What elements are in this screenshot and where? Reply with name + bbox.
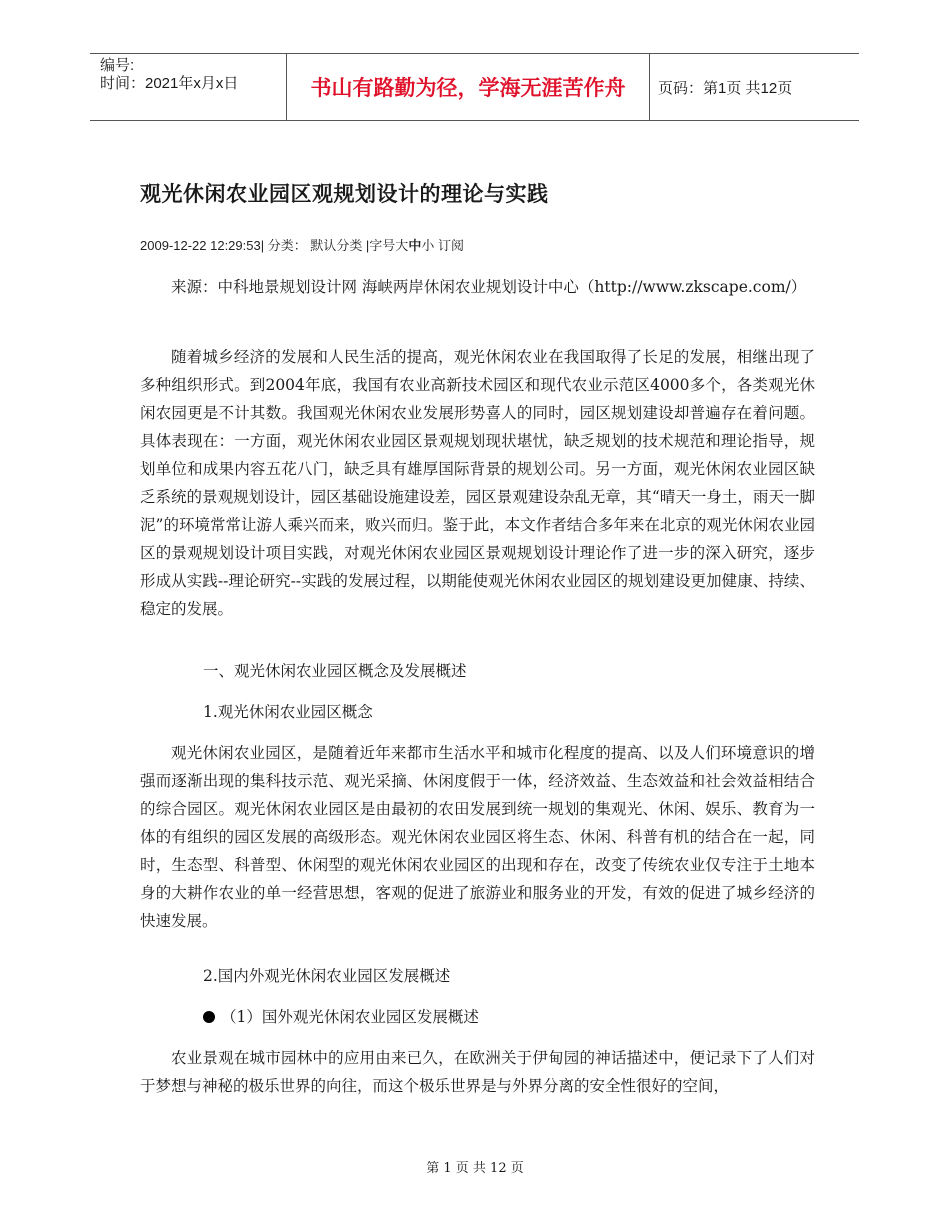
meta-prefix: 2009-12-22 12:29:53| 分类： 默认分类 |字号大 <box>140 238 409 253</box>
concept-block <box>140 739 815 935</box>
article-title: 观光休闲农业园区观规划设计的理论与实践 <box>140 182 549 206</box>
header-info <box>90 54 286 120</box>
intro-paragraph: 随着城乡经济的发展和人民生活的提高，观光休闲农业在我国取得了长足的发展，相继出现了多种组织形式。到2004年底，我国有农业高新技术园区和现代农业示范区4000多个，各类观光休闲农园更是不计其数。我国观光休闲农业发展形势喜人的同时，园区规划建设却普遍存在着问题。具体表现在：一方面，观光休闲农业园区景观规划现状堪忧，缺乏规划的技术规范和理论指导，规划单位和成果内容五花八门，缺乏具有雄厚国际背景的规划公司。另一方面，观光休闲农业园区缺乏系统的景观规划设计，园区基础设施建设差，园区景观建设杂乱无章，其“晴天一身土，雨天一脚泥”的环境常常让游人乘兴而来，败兴而归。鉴于此，本文作者结合多年来在北京的观光休闲农业园区的景观规划设计项目实践，对观光休闲农业园区景观规划设计理论作了进一步的深入研究，逐步形成从实践--理论研究--实践的发展过程，以期能使观光休闲农业园区的规划建设更加健康、持续、稳定的发展。 <box>140 348 815 618</box>
overseas-paragraph: 农业景观在城市园林中的应用由来已久，在欧洲关于伊甸园的神话描述中，便记录下了人们对于梦想与神秘的极乐世界的向往，而这个极乐世界是与外界分离的安全性很好的空间， <box>140 1049 815 1095</box>
time-label: 时间：2021年x月x日 <box>100 75 239 92</box>
intro-block <box>140 343 815 623</box>
number-label: 编号: <box>100 57 135 74</box>
bullet-heading <box>203 1003 479 1031</box>
header-page-label: 页码：第1页 共12页 <box>658 79 793 97</box>
header-motto: 书山有路勤为径，学海无涯苦作舟 <box>310 76 626 100</box>
meta-suffix: 小 订阅 <box>421 238 464 253</box>
document-header <box>90 53 859 121</box>
font-size-medium-link[interactable]: 中 <box>408 238 422 253</box>
article-meta <box>140 235 464 254</box>
header-motto-cell <box>286 54 650 120</box>
subheading-1: 1.观光休闲农业园区概念 <box>203 703 373 721</box>
section-heading-1: 一、观光休闲农业园区概念及发展概述 <box>203 662 467 680</box>
concept-paragraph: 观光休闲农业园区，是随着近年来都市生活水平和城市化程度的提高、以及人们环境意识的增强而逐渐出现的集科技示范、观光采摘、休闲度假于一体，经济效益、生态效益和社会效益相结合的综合园区。观光休闲农业园区是由最初的农田发展到统一规划的集观光、休闲、娱乐、教育为一体的有组织的园区发展的高级形态。观光休闲农业园区将生态、休闲、科普有机的结合在一起，同时，生态型、科普型、休闲型的观光休闲农业园区的出现和存在，改变了传统农业仅专注于土地本身的大耕作农业的单一经营思想，客观的促进了旅游业和服务业的开发，有效的促进了城乡经济的快速发展。 <box>140 744 815 930</box>
article-source: 来源：中科地景规划设计网 海峡两岸休闲农业规划设计中心（http://www.zkscape.com/） <box>171 278 807 296</box>
subheading-2: 2.国内外观光休闲农业园区发展概述 <box>203 967 451 985</box>
bullet-heading-text: （1）国外观光休闲农业园区发展概述 <box>221 1008 479 1026</box>
bullet-icon <box>203 1011 215 1023</box>
overseas-block <box>140 1044 815 1100</box>
page-footer: 第 1 页 共 12 页 <box>426 1161 524 1176</box>
